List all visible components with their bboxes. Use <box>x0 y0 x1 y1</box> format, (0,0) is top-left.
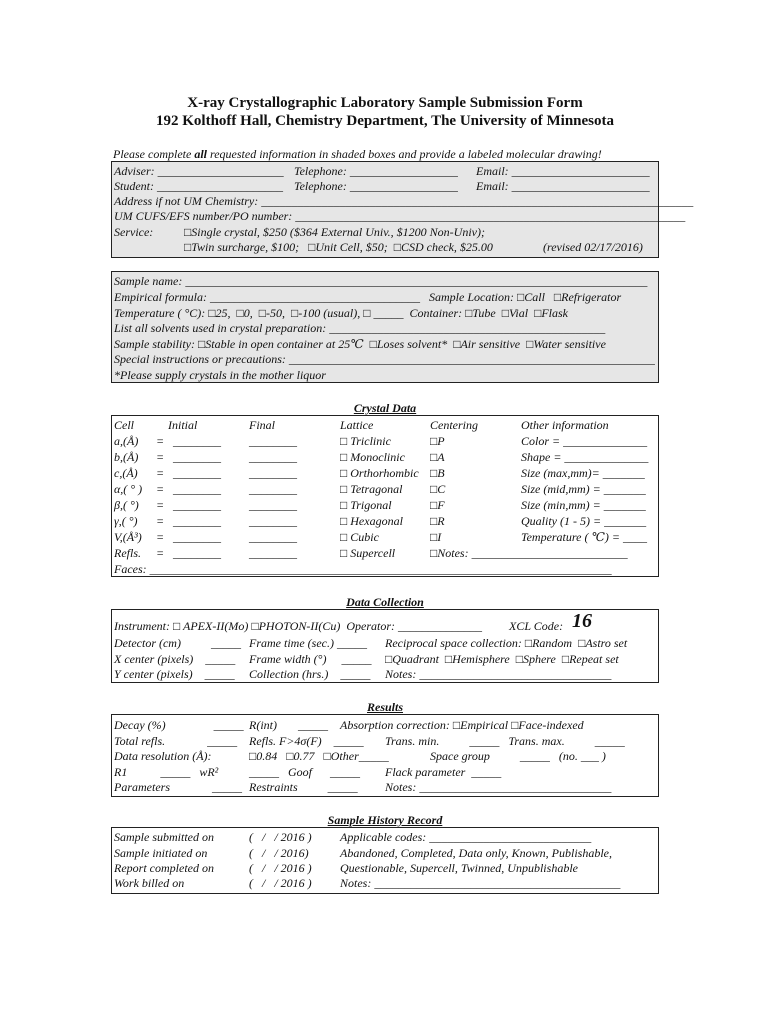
row-beta-cell: β,( °) <box>114 498 139 512</box>
adviser-email-field[interactable]: Email: _______________________ <box>476 164 650 178</box>
xcl-code-value: 16 <box>572 610 592 632</box>
quality-field[interactable]: Quality (1 - 5) = _______ <box>521 514 647 528</box>
y-center-field[interactable]: Y center (pixels) _____ <box>114 667 235 681</box>
row-gamma-cell: γ,( °) <box>114 514 138 528</box>
service-option-single[interactable]: □Single crystal, $250 ($364 External Univ., $1200 Non-Univ); <box>184 225 485 239</box>
empirical-formula-field[interactable]: Empirical formula: ___________________________________ Sample Location: □Call □Refrigerator <box>114 290 622 304</box>
submitted-label: Sample submitted on <box>114 830 214 844</box>
centering-f[interactable]: □F <box>430 498 445 512</box>
centering-i[interactable]: □I <box>430 530 442 544</box>
row-b-final[interactable]: ________ <box>249 450 297 464</box>
row-b-eq: = <box>156 450 165 464</box>
row-volume-eq: = <box>156 530 165 544</box>
row-alpha-eq: = <box>156 482 165 496</box>
absorption-options[interactable]: Absorption correction: □Empirical □Face-indexed <box>340 718 584 732</box>
history-notes-field[interactable]: Notes: _________________________________________ <box>340 876 621 890</box>
student-field[interactable]: Student: _____________________ <box>114 179 283 193</box>
frame-width-field[interactable]: Frame width (°) _____ <box>249 652 372 666</box>
row-b-cell: b,(Å) <box>114 450 139 464</box>
x-center-field[interactable]: X center (pixels) _____ <box>114 652 236 666</box>
col-final: Final <box>249 418 275 432</box>
data-resolution-label: Data resolution (Å): <box>114 749 212 763</box>
wr2-goof-field[interactable]: _____ Goof _____ <box>249 765 360 779</box>
centering-r[interactable]: □R <box>430 514 445 528</box>
color-field[interactable]: Color = ______________ <box>521 434 648 448</box>
collection-type-options[interactable]: □Quadrant □Hemisphere □Sphere □Repeat set <box>385 652 619 666</box>
row-gamma-eq: = <box>156 514 165 528</box>
student-email-field[interactable]: Email: _______________________ <box>476 179 650 193</box>
decay-field[interactable]: Decay (%) _____ <box>114 718 244 732</box>
shape-field[interactable]: Shape = ______________ <box>521 450 649 464</box>
lattice-hexagonal[interactable]: □ Hexagonal <box>340 514 403 528</box>
row-beta-final[interactable]: ________ <box>249 498 297 512</box>
trans-field[interactable]: Trans. min. _____ Trans. max. _____ <box>385 734 625 748</box>
col-centering: Centering <box>430 418 478 432</box>
adviser-field[interactable]: Adviser: _____________________ <box>114 164 284 178</box>
col-initial: Initial <box>168 418 198 432</box>
applicable-codes-field[interactable]: Applicable codes: ___________________________ <box>340 830 592 844</box>
col-cell: Cell <box>114 418 134 432</box>
history-heading: Sample History Record <box>327 813 443 827</box>
revised-date: (revised 02/17/2016) <box>543 240 643 254</box>
codes-list-2: Questionable, Supercell, Twinned, Unpublishable <box>340 861 578 875</box>
intro-bold: all <box>194 147 207 161</box>
rint-field[interactable]: R(int) _____ <box>249 718 328 732</box>
faces-field[interactable]: Faces: _____________________________________________________________________________ <box>114 562 612 576</box>
centering-a[interactable]: □A <box>430 450 445 464</box>
crystal-data-heading: Crystal Data <box>353 401 417 415</box>
po-number-field[interactable]: UM CUFS/EFS number/PO number: _________________________________________________________________ <box>114 209 686 223</box>
results-heading: Results <box>366 700 403 714</box>
row-a-eq: = <box>156 434 165 448</box>
dc-notes-field[interactable]: Notes: ________________________________ <box>385 667 612 681</box>
row-a-final[interactable]: ________ <box>249 434 297 448</box>
flack-field[interactable]: Flack parameter _____ <box>385 765 502 779</box>
student-telephone-field[interactable]: Telephone: __________________ <box>294 179 458 193</box>
row-b-initial[interactable]: ________ <box>173 450 221 464</box>
frame-time-field[interactable]: Frame time (sec.) _____ <box>249 636 367 650</box>
intro-text <box>113 147 602 161</box>
lattice-orthorhombic[interactable]: □ Orthorhombic <box>340 466 419 480</box>
service-option-extras[interactable]: □Twin surcharge, $100; □Unit Cell, $50; □CSD check, $25.00 <box>184 240 493 254</box>
detector-field[interactable]: Detector (cm) _____ <box>114 636 241 650</box>
refls-f-field[interactable]: Refls. F>4σ(F) _____ <box>249 734 364 748</box>
row-gamma-final[interactable]: ________ <box>249 514 297 528</box>
crystal-notes-field[interactable]: □Notes: __________________________ <box>430 546 628 560</box>
mother-liquor-note: *Please supply crystals in the mother liquor <box>114 368 326 382</box>
row-alpha-initial[interactable]: ________ <box>173 482 221 496</box>
billed-label: Work billed on <box>114 876 185 890</box>
lattice-cubic[interactable]: □ Cubic <box>340 530 379 544</box>
initiated-date[interactable]: ( / / 2016) <box>249 846 309 860</box>
lattice-supercell[interactable]: □ Supercell <box>340 546 396 560</box>
col-lattice: Lattice <box>340 418 374 432</box>
lattice-tetragonal[interactable]: □ Tetragonal <box>340 482 403 496</box>
lattice-monoclinic[interactable]: □ Monoclinic <box>340 450 405 464</box>
row-beta-initial[interactable]: ________ <box>173 498 221 512</box>
size-mid-field[interactable]: Size (mid,mm) = _______ <box>521 482 646 496</box>
row-volume-final[interactable]: ________ <box>249 530 297 544</box>
results-notes-field[interactable]: Notes: ________________________________ <box>385 780 612 794</box>
r1-field[interactable]: R1 _____ wR² <box>114 765 219 779</box>
col-other: Other information <box>521 418 609 432</box>
instructions-field[interactable]: Special instructions or precautions: _____________________________________________________________ <box>114 352 655 366</box>
size-max-field[interactable]: Size (max,mm)= _______ <box>521 466 645 480</box>
instrument-options[interactable]: Instrument: □ APEX-II(Mo) □PHOTON-II(Cu) Operator: ______________ <box>114 619 483 633</box>
data-resolution-options[interactable]: □0.84 □0.77 □Other_____ <box>249 749 389 763</box>
parameters-field[interactable]: Parameters _____ <box>114 780 242 794</box>
xcl-code-label: XCL Code: <box>509 619 564 633</box>
crystal-temperature-field[interactable]: Temperature ( ℃) = ____ <box>521 530 647 544</box>
centering-p[interactable]: □P <box>430 434 445 448</box>
intro-post: requested information in shaded boxes and provide a labeled molecular drawing! <box>206 147 602 161</box>
row-refls-final[interactable]: ________ <box>249 546 297 560</box>
data-collection-heading: Data Collection <box>346 595 424 609</box>
restraints-field[interactable]: Restraints _____ <box>249 780 358 794</box>
stability-options[interactable]: Sample stability: □Stable in open container at 25℃ □Loses solvent* □Air sensitive □Water sensitive <box>114 337 606 351</box>
row-refls-cell: Refls. <box>114 546 141 560</box>
row-beta-eq: = <box>156 498 165 512</box>
report-date[interactable]: ( / / 2016 ) <box>249 861 312 875</box>
address-field[interactable]: Address if not UM Chemistry: ________________________________________________________________________ <box>114 194 694 208</box>
total-refls-field[interactable]: Total refls. _____ <box>114 734 238 748</box>
row-c-eq: = <box>156 466 165 480</box>
row-refls-initial[interactable]: ________ <box>173 546 221 560</box>
temperature-options[interactable]: Temperature ( °C): □25, □0, □-50, □-100 (usual), □ _____ Container: □Tube □Vial □Flask <box>114 306 568 320</box>
sample-name-field[interactable]: Sample name: _____________________________________________________________________________ <box>114 274 648 288</box>
collection-hours-field[interactable]: Collection (hrs.) _____ <box>249 667 371 681</box>
adviser-telephone-field[interactable]: Telephone: __________________ <box>294 164 458 178</box>
lattice-triclinic[interactable]: □ Triclinic <box>340 434 391 448</box>
centering-b[interactable]: □B <box>430 466 445 480</box>
row-volume-cell: V,(Å³) <box>114 530 142 544</box>
form-title: X-ray Crystallographic Laboratory Sample Submission Form <box>187 95 583 111</box>
codes-list-1: Abandoned, Completed, Data only, Known, Publishable, <box>340 846 612 860</box>
size-min-field[interactable]: Size (min,mm) = _______ <box>521 498 646 512</box>
row-refls-eq: = <box>156 546 165 560</box>
row-gamma-initial[interactable]: ________ <box>173 514 221 528</box>
row-a-initial[interactable]: ________ <box>173 434 221 448</box>
row-c-final[interactable]: ________ <box>249 466 297 480</box>
lattice-trigonal[interactable]: □ Trigonal <box>340 498 392 512</box>
space-group-field[interactable]: Space group _____ (no. ___ ) <box>430 749 606 763</box>
form-subtitle: 192 Kolthoff Hall, Chemistry Department, The University of Minnesota <box>155 113 614 129</box>
intro-pre: Please complete <box>113 147 195 161</box>
reciprocal-space-options[interactable]: Reciprocal space collection: □Random □Astro set <box>385 636 628 650</box>
row-alpha-final[interactable]: ________ <box>249 482 297 496</box>
initiated-label: Sample initiated on <box>114 846 208 860</box>
submitted-date[interactable]: ( / / 2016 ) <box>249 830 312 844</box>
row-a-cell: a,(Å) <box>114 434 139 448</box>
row-c-initial[interactable]: ________ <box>173 466 221 480</box>
service-label: Service: <box>114 225 154 239</box>
row-volume-initial[interactable]: ________ <box>173 530 221 544</box>
solvents-field[interactable]: List all solvents used in crystal preparation: ______________________________________________ <box>114 321 606 335</box>
billed-date[interactable]: ( / / 2016 ) <box>249 876 312 890</box>
row-alpha-cell: α,( ° ) <box>114 482 143 496</box>
row-c-cell: c,(Å) <box>114 466 138 480</box>
report-label: Report completed on <box>114 861 214 875</box>
centering-c[interactable]: □C <box>430 482 446 496</box>
